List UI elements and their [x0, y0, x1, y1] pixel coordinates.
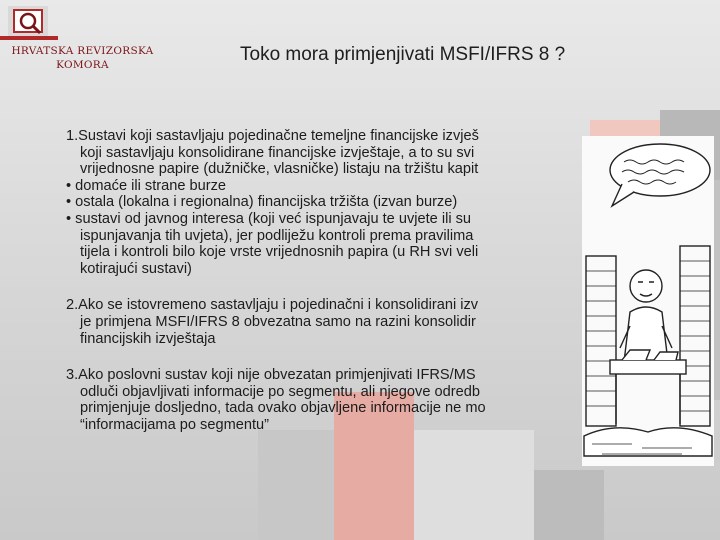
bullet-continuation: ispunjavanja tih uvjeta), jer podliježu kontroli prema pravilima — [80, 227, 474, 244]
bg-block-grey-bottom — [258, 430, 334, 540]
bg-block-light-bottom — [414, 430, 534, 540]
bullet-item: • domaće ili strane burze — [66, 177, 227, 194]
bg-block-dark-bottom — [534, 470, 604, 540]
paragraph-lead: 2.Ako se istovremeno sastavljaju i pojedinačni i konsolidirani izv — [66, 297, 479, 314]
paragraph-line: vrijednosne papire (dužničke, vlasničke) listaju na tržištu kapit — [80, 161, 479, 178]
paragraph-line: koji sastavljaju konsolidirane financijske izvještaje, a to su svi — [80, 144, 475, 161]
bullet-continuation: kotirajući sustavi) — [80, 260, 192, 277]
paragraph-line: odluči objavljivati informacije po segmentu, ali njegove odredb — [80, 383, 480, 400]
paragraph-line: “informacijama po segmentu” — [80, 416, 269, 433]
logo-line-1: HRVATSKA REVIZORSKA — [11, 45, 154, 57]
paragraph-line: je primjena MSFI/IFRS 8 obvezatna samo na razini konsolidir — [80, 313, 476, 330]
paragraph-lead: 1.Sustavi koji sastavljaju pojedinačne temeljne financijske izvješ — [66, 128, 479, 144]
bullet-item: • ostala (lokalna i regionalna) financijska tržišta (izvan burze) — [66, 194, 458, 211]
logo-line-2: KOMORA — [56, 59, 109, 71]
logo — [0, 0, 160, 80]
paragraph-line: financijskih izvještaja — [80, 330, 216, 347]
slide-title: Toko mora primjenjivati MSFI/IFRS 8 ? — [240, 44, 566, 65]
bullet-continuation: tijela i kontroli bilo koje vrste vrijednosnih papira (u RH svi veli — [80, 244, 479, 261]
paragraph-lead: 3.Ako poslovni sustav koji nije obvezatan primjenjivati IFRS/MS — [66, 367, 476, 384]
paragraph-line: primjenjuje dosljedno, tada ovako objavljene informacije ne mo — [80, 400, 486, 417]
logo-text — [10, 44, 155, 72]
bullet-item: • sustavi od javnog interesa (koji već ispunjavaju te uvjete ili su — [66, 210, 472, 227]
cartoon-office-worker-icon — [582, 136, 714, 466]
